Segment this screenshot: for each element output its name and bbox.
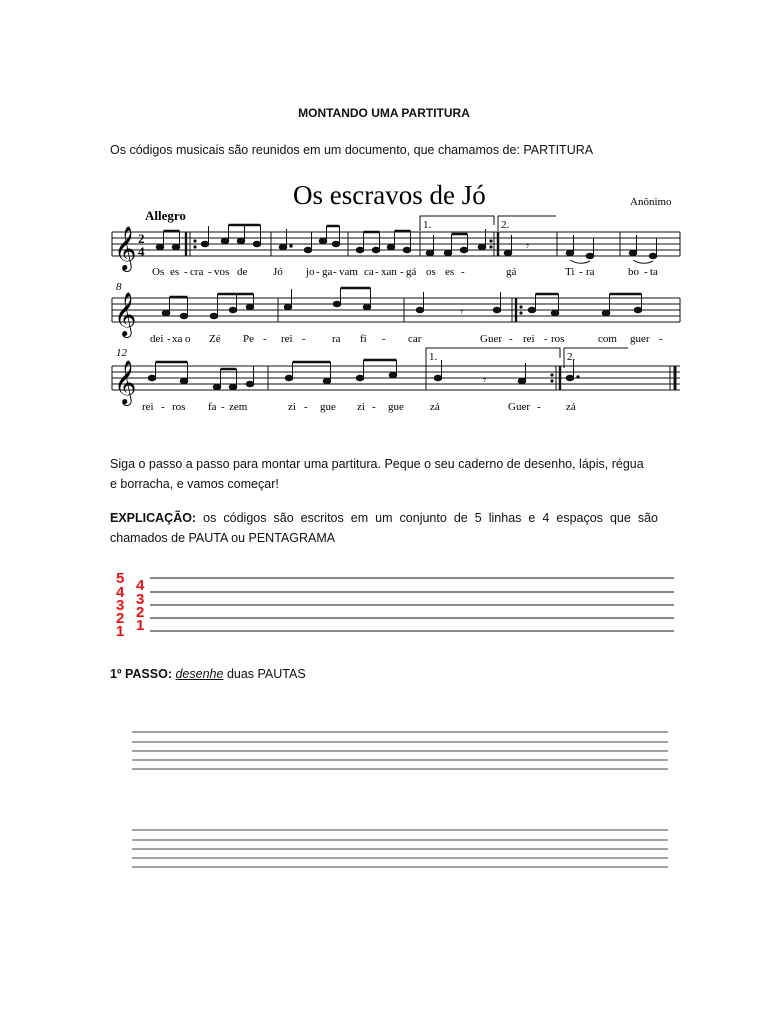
- explanation-label: EXPLICAÇÃO:: [110, 511, 197, 525]
- lyric: -: [509, 333, 513, 345]
- lyric: dei: [150, 333, 164, 345]
- space-numbers: [136, 577, 145, 634]
- space-number: 4: [136, 577, 145, 594]
- lyric: es: [170, 266, 180, 278]
- lyric: -: [382, 333, 386, 345]
- lyric: -: [208, 266, 212, 278]
- staff-diagram: [110, 566, 680, 642]
- lyric: -: [221, 401, 225, 413]
- lyric: rei: [523, 333, 535, 345]
- intro-text: Os códigos musicais são reunidos em um documento, que chamamos de: PARTITURA: [110, 143, 594, 157]
- lyric: -: [659, 333, 663, 345]
- lyric: -: [579, 266, 583, 278]
- lyric: -: [537, 401, 541, 413]
- lyric: Pe: [243, 333, 254, 345]
- staff-lines: [150, 578, 674, 631]
- lyric: car: [408, 333, 422, 345]
- ending-first: 1.: [423, 219, 432, 231]
- notes-row2: [162, 288, 642, 319]
- lyric: ta: [650, 266, 658, 278]
- sheet-music: [108, 176, 684, 416]
- explanation-text: os códigos são escritos em um conjunto de 5 linhas e 4 espaços que são: [203, 511, 658, 525]
- space-number: 3: [136, 591, 145, 608]
- eighth-rest-icon: 𝄾: [483, 373, 487, 387]
- lyric: vam: [339, 266, 358, 278]
- ending-brackets-row3: [426, 348, 628, 368]
- blank-staff-1: [132, 728, 668, 772]
- notes-row1: [156, 225, 657, 259]
- ending-second: 2.: [501, 219, 510, 231]
- lyric: os: [426, 266, 436, 278]
- step1-rest: duas PAUTAS: [226, 667, 306, 681]
- lyric: cra: [190, 266, 204, 278]
- lyric: xa: [172, 333, 183, 345]
- line-number: 4: [116, 584, 125, 601]
- lyric: ca: [364, 266, 374, 278]
- explanation-line1: [110, 508, 658, 528]
- lyric: ga: [322, 266, 333, 278]
- lyric: zi: [357, 401, 365, 413]
- lyric: Guer: [480, 333, 502, 345]
- lyric: -: [263, 333, 267, 345]
- ending-second: 2.: [567, 351, 576, 363]
- lyric: Zé: [209, 333, 221, 345]
- lyric: es: [445, 266, 455, 278]
- lyric: gue: [320, 401, 336, 413]
- lyric: bo: [628, 266, 639, 278]
- lyric: ros: [551, 333, 565, 345]
- lyric: Guer: [508, 401, 530, 413]
- lyric: -: [333, 266, 337, 278]
- lyric: -: [167, 333, 171, 345]
- instructions-line1: Siga o passo a passo para montar uma partitura. Peque o seu caderno de desenho, lápis, régua: [110, 457, 644, 471]
- line-number: 3: [116, 597, 125, 614]
- lyric: fi: [360, 333, 367, 345]
- lyric: vos: [214, 266, 230, 278]
- line-numbers: [116, 570, 125, 640]
- lyric: de: [237, 266, 248, 278]
- lyric: jo: [306, 266, 315, 278]
- lyric: -: [304, 401, 308, 413]
- lyrics-row3: [142, 401, 576, 413]
- lyric: gá: [406, 266, 417, 278]
- eighth-rest-icon: 𝄾: [460, 305, 464, 319]
- lyric: ra: [586, 266, 595, 278]
- lyric: Ti: [565, 266, 575, 278]
- lyric: xan: [381, 266, 397, 278]
- lyric: ra: [332, 333, 341, 345]
- blank-staff-2: [132, 826, 668, 870]
- eighth-rest-icon: 𝄾: [526, 239, 530, 253]
- score-tempo: Allegro: [145, 208, 186, 223]
- lyric: o: [185, 333, 191, 345]
- lyric: rei: [281, 333, 293, 345]
- lyric: zá: [566, 401, 576, 413]
- line-number: 5: [116, 570, 125, 587]
- slurs-row1: [570, 260, 653, 263]
- treble-clef-icon: 𝄞: [114, 228, 137, 270]
- lyric: -: [316, 266, 320, 278]
- measure-number: 8: [116, 281, 122, 293]
- notes-row3: [148, 360, 579, 390]
- treble-clef-icon: 𝄞: [114, 294, 137, 336]
- lyric: Jó: [273, 266, 283, 278]
- lyric: -: [184, 266, 188, 278]
- treble-clef-icon: 𝄞: [114, 362, 137, 404]
- time-signature-bottom: 4: [138, 244, 145, 259]
- lyric: gá: [506, 266, 517, 278]
- lyric: -: [544, 333, 548, 345]
- lyric: com: [598, 333, 617, 345]
- lyric: guer: [630, 333, 650, 345]
- lyric: -: [161, 401, 165, 413]
- lyrics-row1: [152, 266, 658, 278]
- time-signature-top: 2: [138, 231, 145, 246]
- lyric: -: [302, 333, 306, 345]
- explanation-line2: chamados de PAUTA ou PENTAGRAMA: [110, 531, 336, 545]
- line-number: 2: [116, 610, 125, 627]
- lyric: zá: [430, 401, 440, 413]
- lyric: -: [375, 266, 379, 278]
- measure-number: 12: [116, 347, 127, 359]
- space-number: 2: [136, 604, 145, 621]
- step1-instruction: [110, 664, 658, 684]
- lyric: zem: [229, 401, 248, 413]
- staff-row1: [112, 232, 680, 256]
- score-title: Os escravos de Jó: [293, 180, 486, 210]
- ending-first: 1.: [429, 351, 438, 363]
- page-title: MONTANDO UMA PARTITURA: [298, 106, 470, 120]
- lyric: rei: [142, 401, 154, 413]
- lyric: -: [400, 266, 404, 278]
- space-number: 1: [136, 617, 145, 634]
- lyric: zi: [288, 401, 296, 413]
- lyric: gue: [388, 401, 404, 413]
- lyric: ros: [172, 401, 186, 413]
- lyric: -: [461, 266, 465, 278]
- lyric: -: [372, 401, 376, 413]
- ending-brackets-row1: [420, 216, 556, 231]
- staff-row2: [112, 298, 680, 322]
- step1-verb: desenhe: [175, 667, 224, 681]
- lyric: Os: [152, 266, 165, 278]
- step1-label: 1º PASSO:: [110, 667, 172, 681]
- lyrics-row2: [150, 333, 663, 345]
- score-composer: Anônimo: [630, 196, 672, 208]
- instructions-line2: e borracha, e vamos começar!: [110, 477, 279, 491]
- lyric: fa: [208, 401, 217, 413]
- line-number: 1: [116, 623, 125, 640]
- lyric: -: [644, 266, 648, 278]
